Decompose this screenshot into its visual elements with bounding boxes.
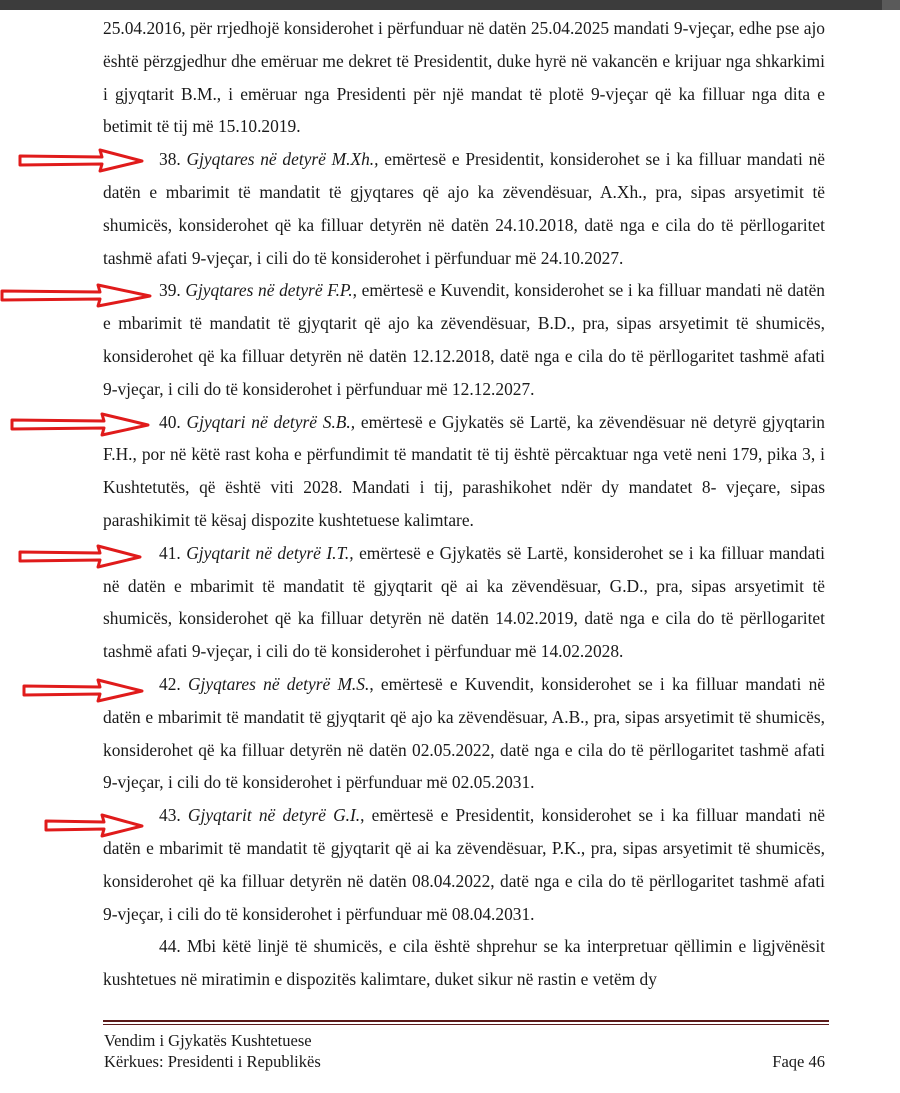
viewer-top-bar-corner [882, 0, 900, 10]
paragraph-text: emërtesë e Gjykatës së Lartë, konsiderohet se i ka filluar mandati në datën e mbarimit të mandatit të gjyqtarit që ai ka zëvendësuar, G.D., pra, sipas arsyetimit të shumicës, konsiderohet që ka filluar detyrën në datën 14.02.2019, datë nga e cila do të përllogaritet tashmë afati 9-vjeçar, i cili do të konsiderohet i përfunduar më 14.02.2028. [103, 542, 826, 662]
annotation-arrow-icon [0, 676, 160, 706]
paragraph-number: 42. [159, 673, 188, 694]
judge-reference: Gjyqtares në detyrë F.P. [185, 280, 353, 301]
footer-divider-thin [103, 1024, 829, 1025]
paragraph-number: 40. [159, 411, 187, 432]
paragraph-39 [103, 274, 825, 405]
annotation-arrow-icon [0, 146, 160, 176]
paragraph-41 [103, 537, 825, 668]
footer-applicant: Kërkues: Presidenti i Republikës [104, 1052, 321, 1071]
paragraph-text: emërtesë e Presidentit, konsiderohet se i ka filluar mandati në datën e mbarimit të mandatit të gjyqtares që ajo ka zëvendësuar, A.Xh., pra, sipas arsyetimit të shumicës, konsiderohet që ka filluar detyrën në datën 24.10.2018, datë nga e cila do të përllogaritet tashmë afati 9-vjeçar, i cili do të konsiderohet i përfunduar më 24.10.2027. [103, 149, 825, 268]
judge-reference: Gjyqtares në detyrë M.Xh., [186, 149, 379, 170]
judge-reference: Gjyqtares në detyrë M.S. [187, 673, 370, 694]
annotation-arrow-icon [0, 811, 160, 841]
paragraph-text: , emërtesë e Kuvendit, konsiderohet se i ka filluar mandati në datën e mbarimit të mandatit të gjyqtarit që ajo ka zëvendësuar, B.D., pra, sipas arsyetimit të shumicës, konsiderohet që ka filluar detyrën në datën 12.12.2018, datë nga e cila do të përllogaritet tashmë afati 9-vjeçar, i cili do të konsiderohet i përfunduar më 12.12.2027. [103, 280, 825, 399]
paragraph-number: 41. [159, 542, 187, 563]
annotation-arrow-icon [0, 542, 160, 572]
paragraph-number: 38. [159, 149, 187, 170]
paragraph-number: 44. [159, 936, 188, 957]
footer-divider [103, 1020, 829, 1022]
paragraph-43 [103, 799, 825, 930]
paragraph-text: , emërtesë e Presidentit, konsiderohet se i ka filluar mandati në datën e mbarimit të mandatit të gjyqtarit që ai ka zëvendësuar, P.K., pra, sipas arsyetimit të shumicës, konsiderohet që ka filluar detyrën në datën 08.04.2022, datë nga e cila do të përllogaritet tashmë afati 9-vjeçar, i cili do të konsiderohet i përfunduar më 08.04.2031. [103, 805, 826, 924]
paragraph-text: 25.04.2016, për rrjedhojë konsiderohet i përfunduar në datën 25.04.2025 mandati 9-vjeçar, edhe pse ajo është përzgjedhur dhe emëruar me dekret të Presidentit, duke hyrë në vakancën e krijuar nga shkarkimi i gjyqtarit B.M., i emëruar nga Presidenti për një mandat të plotë 9-vjeçar që ka filluar nga dita e betimit të tij më 15.10.2019. [103, 18, 825, 137]
judge-reference: Gjyqtarit në detyrë I.T., [186, 542, 354, 563]
paragraph-40 [103, 406, 825, 537]
paragraph-number: 39. [159, 280, 186, 301]
page-number: Faqe 46 [772, 1052, 825, 1071]
paragraph-37-continuation [103, 12, 825, 143]
judge-reference: Gjyqtarit në detyrë G.I. [187, 805, 361, 826]
paragraph-44 [103, 930, 825, 996]
annotation-arrow-icon [0, 281, 160, 311]
paragraph-38 [103, 143, 825, 274]
paragraph-number: 43. [159, 805, 188, 826]
document-body [103, 12, 825, 996]
paragraph-text: emërtesë e Gjykatës së Lartë, ka zëvendësuar në detyrë gjyqtarin F.H., por në këtë rast koha e përfundimit të mandatit të tij është përcaktuar nga vetë neni 179, pika 3, i Kushtetutës, që është viti 2028. Mandati i tij, parashikohet ndër dy mandatet 8- vjeçare, sipas parashikimit të kësaj dispozite kushtetuese kalimtare. [103, 411, 826, 530]
paragraph-text: Mbi këtë linjë të shumicës, e cila është shprehur se ka interpretuar qëllimin e ligjvënësit kushtetues në miratimin e dispozitës kalimtare, duket sikur në rastin e vetëm dy [103, 936, 825, 990]
paragraph-text: , emërtesë e Kuvendit, konsiderohet se i ka filluar mandati në datën e mbarimit të mandatit të gjyqtarit që ajo ka zëvendësuar, A.B., pra, sipas arsyetimit të shumicës, konsiderohet që ka filluar detyrën në datën 02.05.2022, datë nga e cila do të përllogaritet tashmë afati 9-vjeçar, i cili do të konsiderohet i përfunduar më 02.05.2031. [103, 673, 825, 793]
footer-court-name: Vendim i Gjykatës Kushtetuese [104, 1031, 312, 1050]
paragraph-42 [103, 668, 825, 799]
viewer-top-bar [0, 0, 900, 10]
annotation-arrow-icon [0, 410, 160, 440]
judge-reference: Gjyqtari në detyrë S.B., [186, 411, 356, 432]
